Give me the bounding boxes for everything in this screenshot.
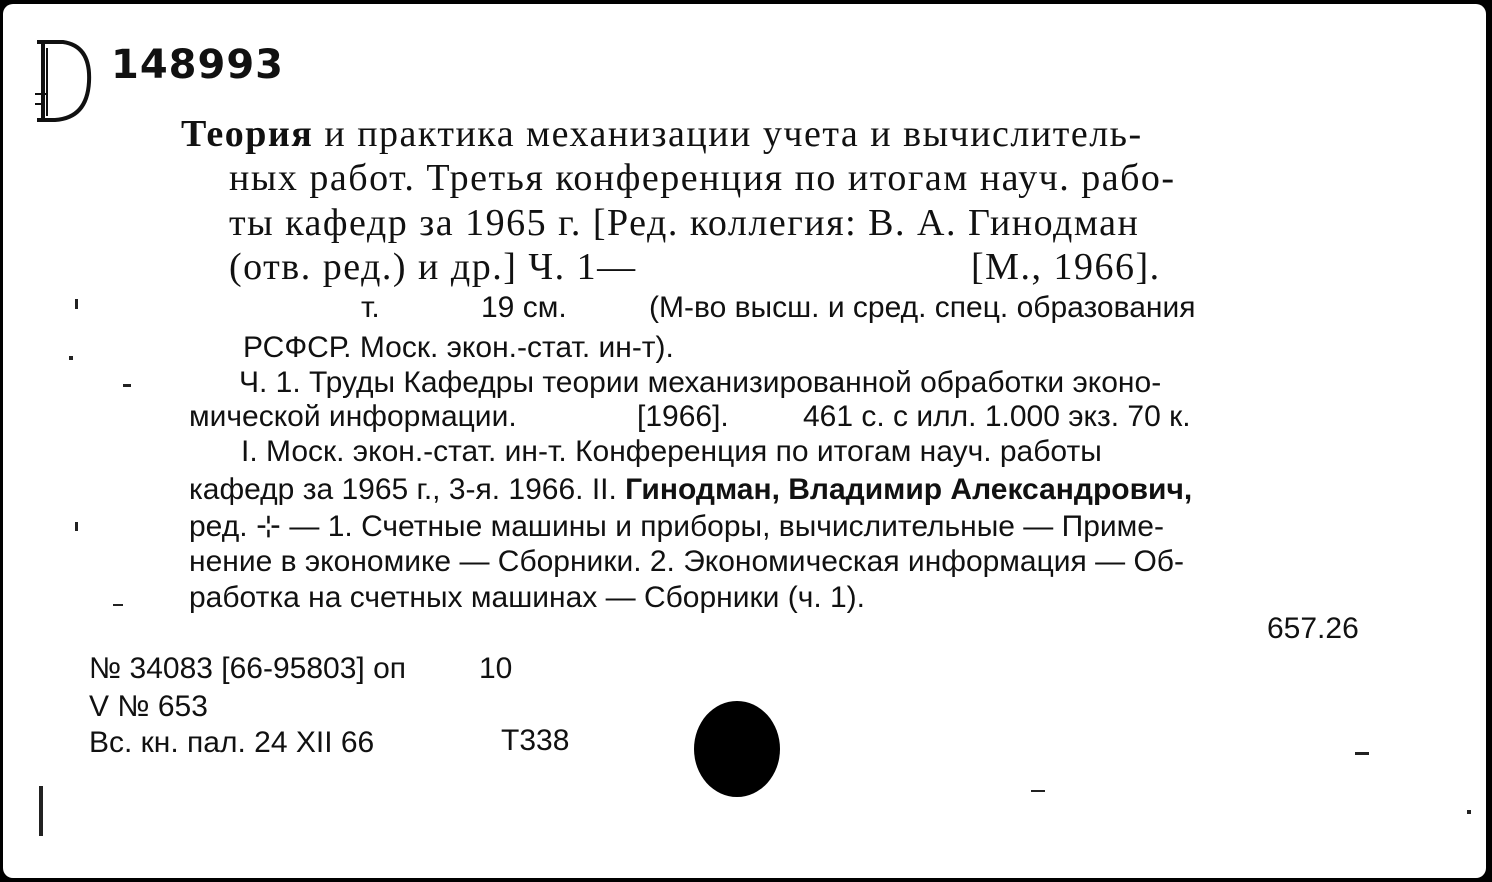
part1-line-2b: [1966].: [637, 400, 729, 433]
speck-mark: [75, 299, 78, 309]
tracings-line-3a: ред.: [189, 510, 248, 543]
tracings-line-1: I. Моск. экон.-стат. ин-т. Конференция по итогам науч. работы: [241, 435, 1102, 468]
tracings-line-2: [189, 473, 1192, 507]
footer-print-code: Т338: [501, 724, 570, 757]
speck-mark: [69, 356, 73, 360]
catalog-card: [3, 4, 1486, 878]
speck-mark: [123, 384, 131, 387]
speck-mark: [113, 604, 123, 606]
part1-line-2c: 461 с. с илл. 1.000 экз. 70 к.: [803, 400, 1191, 433]
speck-mark: [1467, 810, 1471, 814]
title-line-3: ты кафедр за 1965 г. [Ред. коллегия: В. А. Гинодман: [229, 202, 1140, 244]
footer-copies: 10: [479, 652, 513, 685]
title-heading-word: Теория: [181, 113, 314, 155]
speck-mark: [39, 786, 43, 836]
part1-line-1: Ч. 1. Труды Кафедры теории механизированной обработки эконо-: [239, 366, 1162, 399]
tracings-line-4: нение в экономике — Сборники. 2. Экономическая информация — Об-: [189, 545, 1184, 578]
footer-chamber-date: Вс. кн. пал. 24 XII 66: [89, 726, 375, 759]
footer-v-number: V № 653: [89, 690, 208, 723]
editor-name: Гинодман, Владимир Александрович,: [625, 473, 1193, 506]
speck-mark: [75, 522, 78, 531]
cross-mark-icon: ⊹: [247, 510, 290, 543]
classification-number: 657.26: [1267, 612, 1359, 645]
series-note-2: РСФСР. Моск. экон.-стат. ин-т).: [243, 331, 674, 364]
tracings-line-5: работка на счетных машинах — Сборники (ч. 1).: [189, 581, 866, 614]
tracings-line-2-text: кафедр за 1965 г., 3-я. 1966. II.: [189, 473, 626, 506]
physical-volumes: т.: [361, 291, 380, 324]
title-line-4a: (отв. ред.) и др.] Ч. 1—: [229, 246, 637, 288]
title-line-4b: [М., 1966].: [971, 246, 1161, 288]
title-line-1-text: и практика механизации учета и вычислитель-: [313, 113, 1143, 155]
library-stamp-icon: [33, 34, 93, 126]
footer-order-number: № 34083 [66-95803] оп: [89, 652, 406, 685]
tracings-line-3b: — 1. Счетные машины и приборы, вычислительные — Приме-: [289, 510, 1164, 543]
punched-hole: [694, 701, 780, 797]
part1-line-2a: мической информации.: [189, 400, 517, 433]
tracings-line-3: [189, 509, 1164, 544]
title-line-2: ных работ. Третья конференция по итогам науч. рабо-: [229, 157, 1176, 199]
call-number: 148993: [111, 42, 284, 88]
speck-mark: [1355, 752, 1369, 755]
series-note-1: (М-во высш. и сред. спец. образования: [649, 291, 1196, 324]
title-line-1: [181, 112, 1143, 156]
physical-size: 19 см.: [481, 291, 567, 324]
speck-mark: [1031, 790, 1045, 792]
